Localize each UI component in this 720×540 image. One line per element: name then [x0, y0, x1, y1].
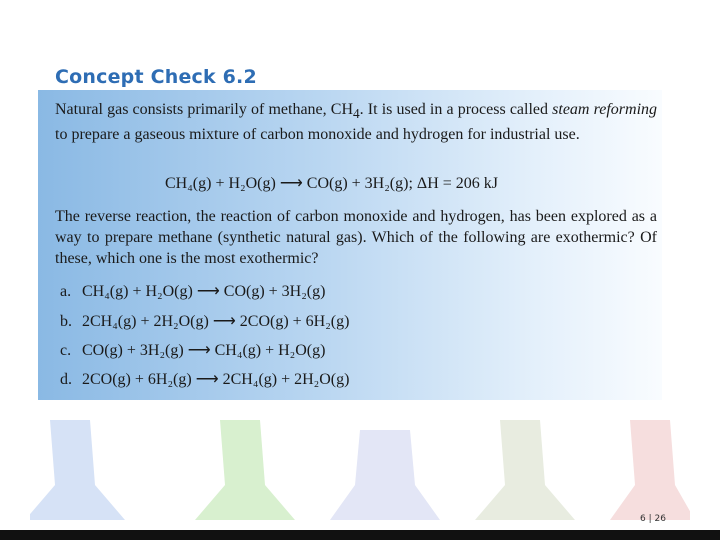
intro-text-c: to prepare a gaseous mixture of carbon monoxide and hydrogen for industrial use.: [55, 126, 580, 144]
decorative-beakers: [30, 415, 690, 525]
intro-paragraph: [55, 99, 657, 145]
option-label: d.: [60, 371, 72, 388]
intro-text-a: Natural gas consists primarily of methane, CH: [55, 101, 353, 118]
footer-bar: [0, 530, 720, 540]
intro-text-b: . It is used in a process called: [359, 101, 553, 118]
option-label: c.: [60, 342, 72, 359]
option-a: [60, 281, 325, 301]
option-label: b.: [60, 313, 72, 330]
steam-reforming-term: steam reforming: [552, 101, 658, 118]
option-text: CH₄(g) + H₂O(g) ⟶ CO(g) + 3H₂(g): [82, 283, 326, 300]
intro-subscript: 4: [353, 106, 360, 122]
slide-title: Concept Check 6.2: [55, 66, 257, 88]
option-d: [60, 369, 349, 389]
option-b: [60, 311, 349, 331]
option-text: CO(g) + 3H₂(g) ⟶ CH₄(g) + H₂O(g): [82, 342, 326, 359]
option-text: 2CO(g) + 6H₂(g) ⟶ 2CH₄(g) + 2H₂O(g): [82, 371, 350, 388]
option-c: [60, 340, 325, 360]
page-number: 6 | 26: [640, 514, 666, 524]
reaction-equation: CH₄(g) + H₂O(g) ⟶ CO(g) + 3H₂(g); ΔH = 206 kJ: [165, 175, 498, 192]
option-label: a.: [60, 283, 72, 300]
option-text: 2CH₄(g) + 2H₂O(g) ⟶ 2CO(g) + 6H₂(g): [82, 313, 350, 330]
question-paragraph: The reverse reaction, the reaction of carbon monoxide and hydrogen, has been explored as a way to prepare methane (synthetic natural gas). Which of the following are exothermic? Of these, which one is the most exothermic?: [55, 208, 657, 267]
